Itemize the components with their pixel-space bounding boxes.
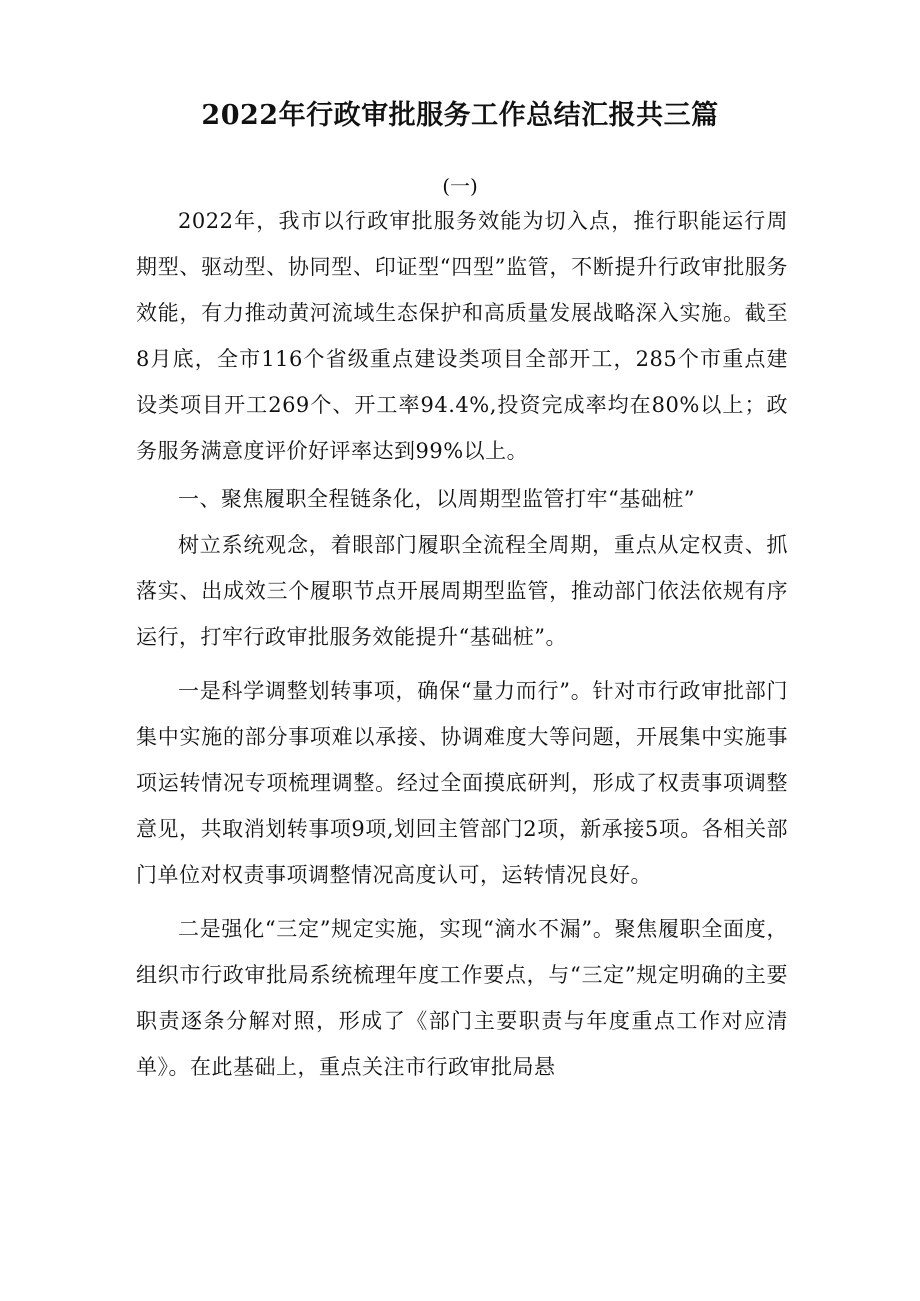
paragraph-section-1-summary: 树立系统观念，着眼部门履职全流程全周期，重点从定权责、抓落实、出成效三个履职节点开展周期型监管，推动部门依法依规有序运行，打牢行政审批服务效能提升“基础桩”。 [136,533,788,649]
paragraph-item-2: 二是强化“三定”规定实施，实现“滴水不漏”。聚焦履职全面度，组织市行政审批局系统梳理年度工作要点，与“三定”规定明确的主要职责逐条分解对照，形成了《部门主要职责与年度重点工作对应清单》。在此基础上，重点关注市行政审批局悬 [136,917,788,1079]
section-heading-1: 一、聚焦履职全程链条化，以周期型监管打牢“基础桩” [178,487,695,511]
section-marker: (一) [442,174,478,198]
document-title: 2022年行政审批服务工作总结汇报共三篇 [201,100,719,131]
paragraph-item-1: 一是科学调整划转事项，确保“量力而行”。针对市行政审批部门集中实施的部分事项难以承接、协调难度大等问题，开展集中实施事项运转情况专项梳理调整。经过全面摸底研判，形成了权责事项调整意见，共取消划转事项9项,划回主管部门2项，新承接5项。各相关部门单位对权责事项调整情况高度认可，运转情况良好。 [136,679,788,887]
document-body [136,198,788,1090]
paragraph-intro: 2022年，我市以行政审批服务效能为切入点，推行职能运行周期型、驱动型、协同型、印证型“四型”监管，不断提升行政审批服务效能，有力推动黄河流域生态保护和高质量发展战略深入实施。截至8月底，全市116个省级重点建设类项目全部开工，285个市重点建设类项目开工269个、开工率94.4%,投资完成率均在80%以上；政务服务满意度评价好评率达到99%以上。 [136,209,788,463]
